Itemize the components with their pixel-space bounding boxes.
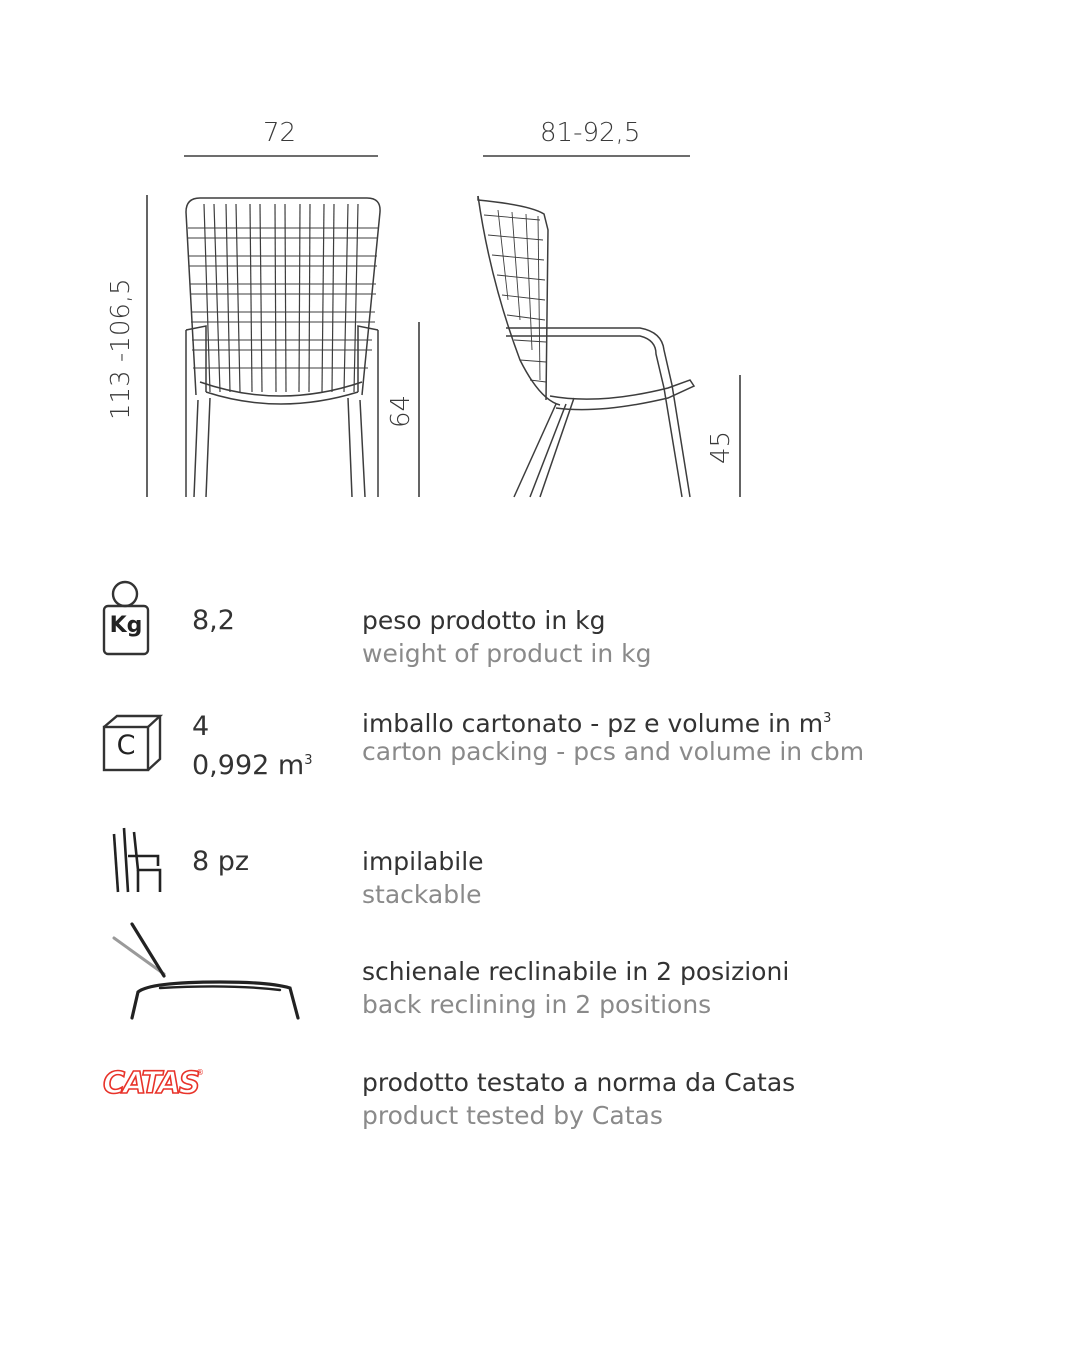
chair-dimension-drawing: [0, 0, 1080, 520]
carton-volume-value: 0,992 $m^3$: [192, 750, 313, 781]
weight-label-it: peso prodotto in kg: [362, 606, 606, 635]
weight-label-en: weight of product in kg: [362, 639, 652, 668]
catas-label-en: product tested by Catas: [362, 1101, 663, 1130]
weight-value: 8,2: [192, 605, 235, 636]
carton-pcs-value: 4: [192, 711, 210, 742]
registered-mark: ®: [196, 1068, 204, 1077]
stack-icon: [110, 826, 170, 896]
carton-label-it: imballo cartonato - pz e volume in $m^3$: [362, 709, 832, 738]
catas-label-it: prodotto testato a norma da Catas: [362, 1068, 796, 1097]
arm-height-label: 64: [386, 394, 416, 428]
carton-icon-text: C: [116, 730, 136, 761]
stack-value: 8 pz: [192, 846, 250, 877]
stack-label-en: stackable: [362, 880, 482, 909]
stack-label-it: impilabile: [362, 847, 484, 876]
recline-icon: [110, 920, 310, 1020]
chair-front-view: [186, 198, 380, 497]
weight-icon-text: Kg: [109, 613, 143, 638]
side-depth-label: 81-92,5: [540, 118, 641, 148]
total-height-label: 113 -106,5: [106, 278, 136, 420]
chair-side-view: [478, 196, 694, 497]
catas-logo: CATAS: [103, 1066, 199, 1101]
carton-label-en: carton packing - pcs and volume in cbm: [362, 737, 865, 766]
recline-label-en: back reclining in 2 positions: [362, 990, 712, 1019]
recline-label-it: schienale reclinabile in 2 posizioni: [362, 957, 790, 986]
front-width-label: 72: [263, 118, 297, 148]
seat-height-label: 45: [706, 430, 736, 464]
